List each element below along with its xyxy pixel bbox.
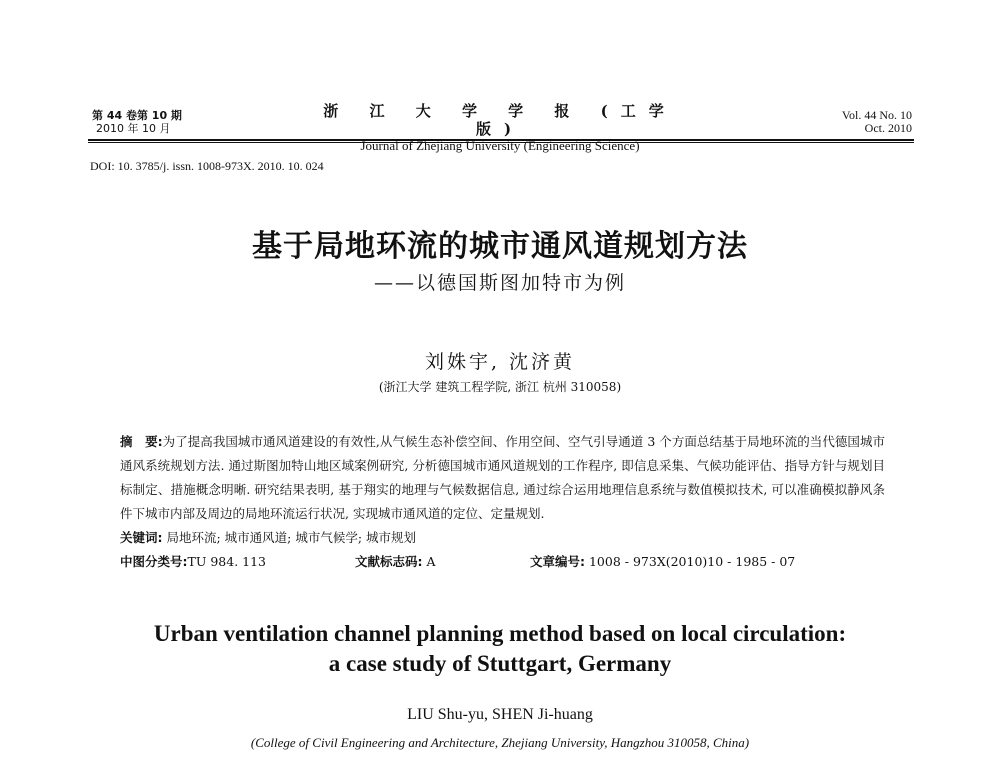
classification-row [120, 550, 885, 574]
title-en-line1: Urban ventilation channel planning method based on local circulation: [153, 621, 847, 646]
keywords [120, 526, 885, 550]
journal-name-en: Journal of Zhejiang University (Engineering Science) [360, 138, 640, 153]
header-rule [88, 139, 914, 141]
abstract-text: 为了提高我国城市通风道建设的有效性,从气候生态补偿空间、作用空间、空气引导通道 3 个方面总结基于局地环流的当代德国城市通风系统规划方法. 通过斯图加特山地区域案例研究, 分析德国城市通风道规划的工作程序, 即信息采集、气候功能评估、指导方针与规划目标制定、措施概念明晰. 研究结果表明, 基于翔实的地理与气候数据信息, 通过综合运用地理信息系统与数值模拟技术, 可以准确模拟静风条件下城市内部及周边的局地环流运行状况, 实现城市通风道的定位、定量规划. [120, 434, 885, 521]
authors-cn: 刘姝宇, 沈济黄 [424, 351, 576, 373]
affiliation-en: (College of Civil Engineering and Architecture, Zhejiang University, Hangzhou 310058, China) [250, 735, 750, 750]
journal-name-cn: 浙 江 大 学 学 报 (工学版) [323, 102, 677, 138]
authors-en: LIU Shu-yu, SHEN Ji-huang [407, 706, 593, 723]
issue-date: 2010 年 10 月 [96, 122, 171, 135]
doi-line [90, 159, 324, 174]
doc-code [355, 550, 436, 574]
issue-info-en [842, 109, 912, 135]
clc-value: TU 984. 113 [187, 554, 267, 569]
article-no [530, 550, 795, 574]
article-no-label: 文章编号: [530, 554, 585, 569]
journal-header [300, 102, 700, 154]
title-en [0, 619, 1000, 679]
clc-label: 中图分类号: [120, 554, 188, 569]
doc-code-value: A [426, 554, 436, 569]
affiliation-cn: (浙江大学 建筑工程学院, 浙江 杭州 310058) [378, 380, 622, 394]
title-en-line2: a case study of Stuttgart, Germany [328, 651, 672, 676]
doc-code-label: 文献标志码: [355, 554, 423, 569]
abstract-block [120, 430, 885, 574]
header-rule-thin [88, 142, 914, 143]
date-en: Oct. 2010 [864, 121, 912, 135]
subtitle-cn: ——以德国斯图加特市为例 [373, 272, 626, 294]
keywords-label: 关键词: [120, 530, 163, 545]
doi-label: DOI: [90, 159, 115, 173]
issue-info [92, 109, 182, 135]
abstract-label: 摘 要: [120, 434, 163, 449]
article-no-value: 1008 - 973X(2010)10 - 1985 - 07 [588, 554, 796, 569]
title-cn: 基于局地环流的城市通风道规划方法 [252, 229, 748, 264]
keywords-text: 局地环流; 城市通风道; 城市气候学; 城市规划 [166, 530, 417, 545]
doi-value: 10. 3785/j. issn. 1008-973X. 2010. 10. 024 [117, 159, 324, 173]
clc [120, 550, 266, 574]
abstract [120, 430, 885, 526]
issue-volume: 第 44 卷第 10 期 [92, 109, 182, 122]
volume-en: Vol. 44 No. 10 [841, 108, 912, 122]
